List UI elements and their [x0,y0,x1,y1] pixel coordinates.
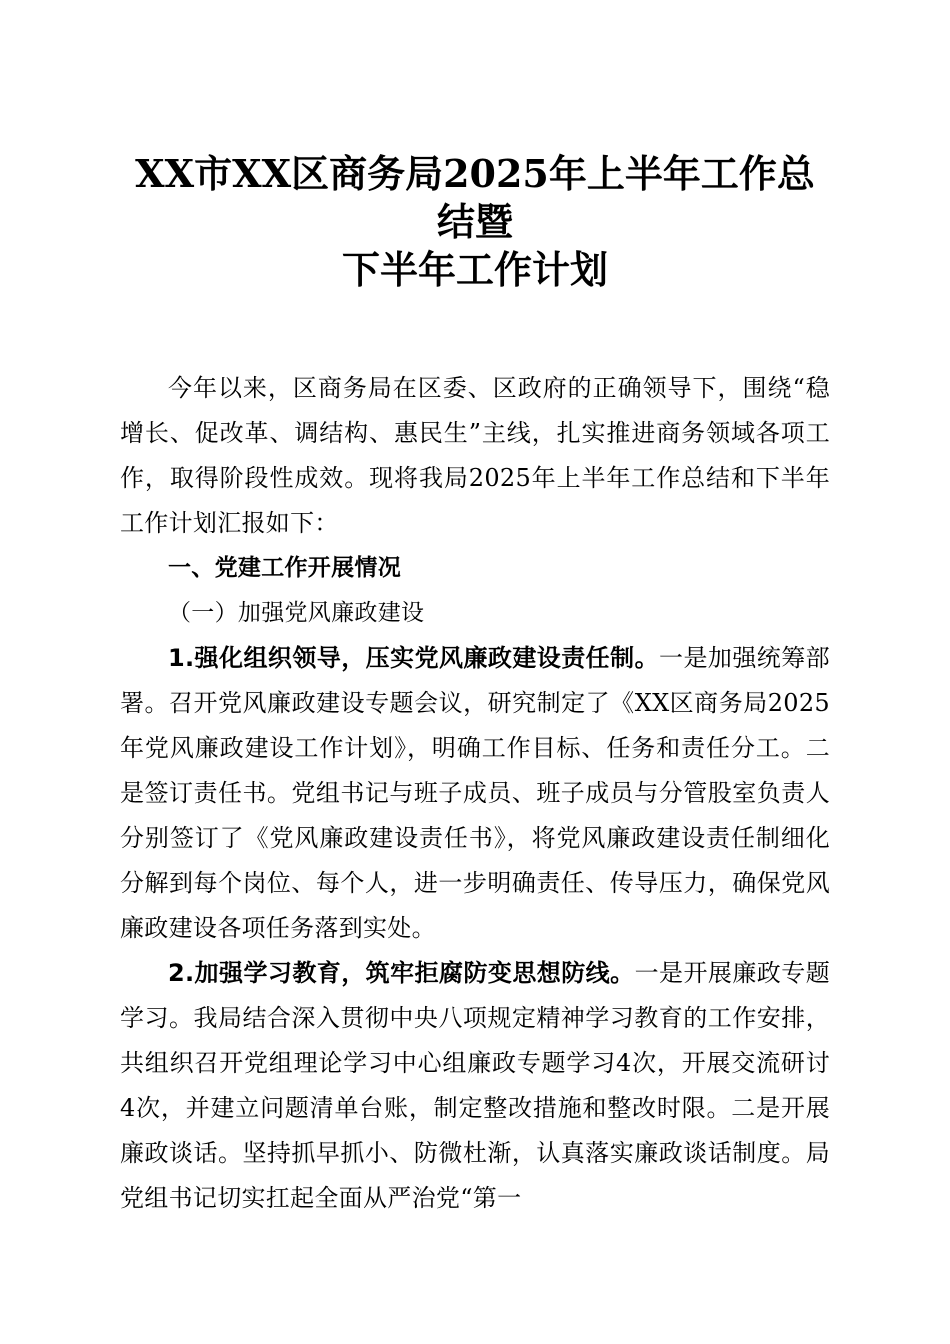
title-line-2: 下半年工作计划 [341,247,608,292]
item-1-paragraph [120,636,830,951]
item-1-text: 一是加强统筹部署。召开党风廉政建设专题会议，研究制定了《XX区商务局2025年党风廉政建设工作计划》，明确工作目标、任务和责任分工。二是签订责任书。党组书记与班子成员、班子成员与分管股室负责人分别签订了《党风廉政建设责任书》，将党风廉政建设责任制细化分解到每个岗位、每个人，进一步明确责任、传导压力，确保党风廉政建设各项任务落到实处。 [120,644,830,942]
item-2-text: 一是开展廉政专题学习。我局结合深入贯彻中央八项规定精神学习教育的工作安排，共组织召开党组理论学习中心组廉政专题学习4次，开展交流研讨4次，并建立问题清单台账，制定整改措施和整改时限。二是开展廉政谈话。坚持抓早抓小、防微杜渐，认真落实廉政谈话制度。局党组书记切实扛起全面从严治党“第一 [120,959,830,1212]
intro-paragraph: 今年以来，区商务局在区委、区政府的正确领导下，围绕“稳增长、促改革、调结构、惠民生”主线，扎实推进商务领域各项工作，取得阶段性成效。现将我局2025年上半年工作总结和下半年工作计划汇报如下： [120,374,830,537]
document-title [120,150,830,294]
item-2-paragraph [120,951,830,1221]
item-1-lead: 1.强化组织领导，压实党风廉政建设责任制。 [168,644,660,672]
document-page [120,150,830,1221]
item-2-lead: 2.加强学习教育，筑牢拒腐防变思想防线。 [168,959,635,987]
section-heading: 一、党建工作开展情况 [168,555,401,581]
subsection-heading: （一）加强党风廉政建设 [168,600,425,626]
document-body [120,366,830,1221]
title-line-1: XX市XX区商务局2025年上半年工作总结暨 [135,151,815,244]
